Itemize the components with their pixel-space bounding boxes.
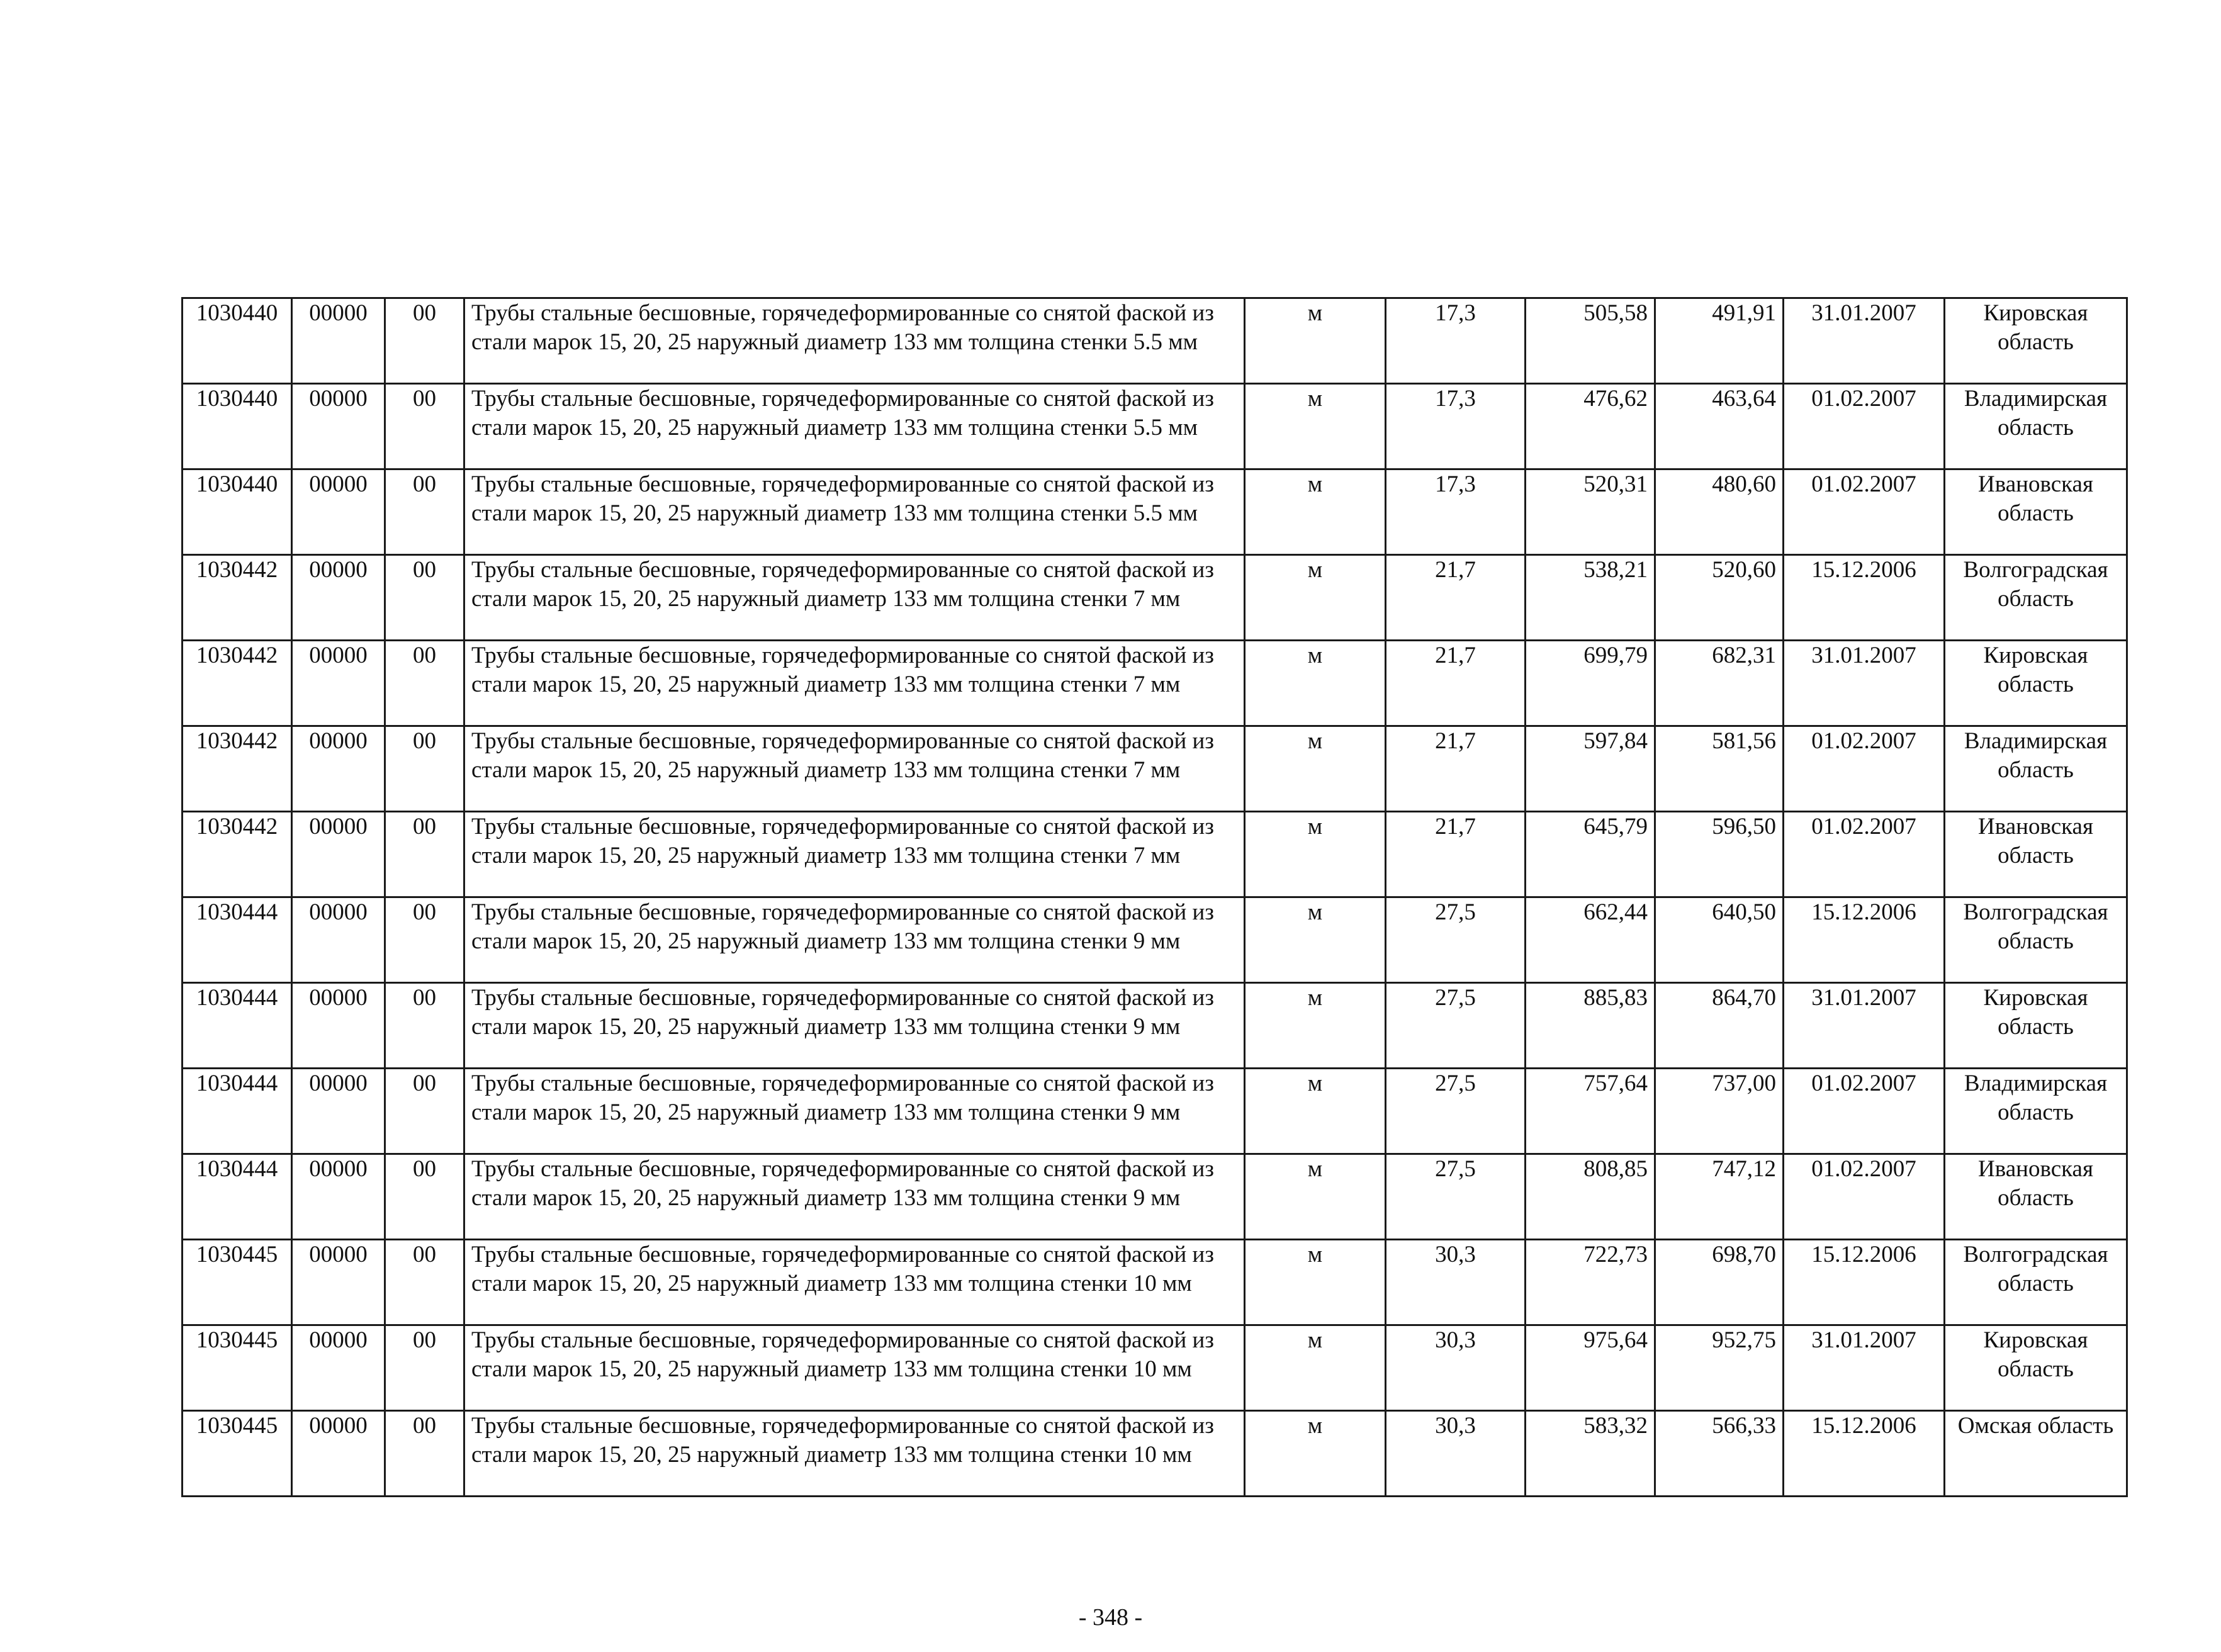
description-cell: Трубы стальные бесшовные, горячедеформированные со снятой фаской из стали марок 15, 20, 25 наружный диаметр 133 мм толщина стенки 10 мм bbox=[464, 1325, 1245, 1411]
unit-cell: м bbox=[1245, 983, 1386, 1069]
table-row bbox=[183, 469, 2127, 555]
unit-cell: м bbox=[1245, 298, 1386, 384]
weight-cell: 21,7 bbox=[1386, 812, 1526, 897]
price-1-cell: 645,79 bbox=[1526, 812, 1655, 897]
date-cell: 15.12.2006 bbox=[1784, 1240, 1945, 1325]
weight-cell: 27,5 bbox=[1386, 897, 1526, 983]
variant-cell: 00 bbox=[385, 897, 464, 983]
variant-cell: 00 bbox=[385, 726, 464, 812]
date-cell: 15.12.2006 bbox=[1784, 555, 1945, 641]
description-cell: Трубы стальные бесшовные, горячедеформированные со снятой фаской из стали марок 15, 20, 25 наружный диаметр 133 мм толщина стенки 7 мм bbox=[464, 555, 1245, 641]
table-row bbox=[183, 298, 2127, 384]
price-1-cell: 722,73 bbox=[1526, 1240, 1655, 1325]
variant-cell: 00 bbox=[385, 298, 464, 384]
price-2-cell: 640,50 bbox=[1655, 897, 1784, 983]
date-cell: 31.01.2007 bbox=[1784, 983, 1945, 1069]
table-row bbox=[183, 641, 2127, 726]
variant-cell: 00 bbox=[385, 641, 464, 726]
price-1-cell: 538,21 bbox=[1526, 555, 1655, 641]
table-row bbox=[183, 812, 2127, 897]
price-1-cell: 583,32 bbox=[1526, 1411, 1655, 1497]
unit-cell: м bbox=[1245, 1069, 1386, 1154]
date-cell: 01.02.2007 bbox=[1784, 726, 1945, 812]
description-cell: Трубы стальные бесшовные, горячедеформированные со снятой фаской из стали марок 15, 20, 25 наружный диаметр 133 мм толщина стенки 9 мм bbox=[464, 983, 1245, 1069]
table-row bbox=[183, 384, 2127, 469]
weight-cell: 17,3 bbox=[1386, 298, 1526, 384]
table-row bbox=[183, 1325, 2127, 1411]
region-cell: Владимирская область bbox=[1945, 1069, 2127, 1154]
price-2-cell: 566,33 bbox=[1655, 1411, 1784, 1497]
price-1-cell: 699,79 bbox=[1526, 641, 1655, 726]
price-2-cell: 747,12 bbox=[1655, 1154, 1784, 1240]
region-cell: Ивановская область bbox=[1945, 812, 2127, 897]
variant-cell: 00 bbox=[385, 1154, 464, 1240]
description-cell: Трубы стальные бесшовные, горячедеформированные со снятой фаской из стали марок 15, 20, 25 наружный диаметр 133 мм толщина стенки 5.5 мм bbox=[464, 384, 1245, 469]
table-row bbox=[183, 555, 2127, 641]
unit-cell: м bbox=[1245, 812, 1386, 897]
description-cell: Трубы стальные бесшовные, горячедеформированные со снятой фаской из стали марок 15, 20, 25 наружный диаметр 133 мм толщина стенки 7 мм bbox=[464, 812, 1245, 897]
date-cell: 01.02.2007 bbox=[1784, 1069, 1945, 1154]
subcode-cell: 00000 bbox=[292, 1411, 385, 1497]
unit-cell: м bbox=[1245, 897, 1386, 983]
subcode-cell: 00000 bbox=[292, 897, 385, 983]
price-2-cell: 491,91 bbox=[1655, 298, 1784, 384]
price-1-cell: 885,83 bbox=[1526, 983, 1655, 1069]
weight-cell: 21,7 bbox=[1386, 641, 1526, 726]
region-cell: Владимирская область bbox=[1945, 384, 2127, 469]
table-row bbox=[183, 1154, 2127, 1240]
resource-code-cell: 1030442 bbox=[183, 812, 292, 897]
date-cell: 31.01.2007 bbox=[1784, 641, 1945, 726]
date-cell: 01.02.2007 bbox=[1784, 812, 1945, 897]
price-1-cell: 808,85 bbox=[1526, 1154, 1655, 1240]
region-cell: Волгоградская область bbox=[1945, 1240, 2127, 1325]
table-row bbox=[183, 983, 2127, 1069]
description-cell: Трубы стальные бесшовные, горячедеформированные со снятой фаской из стали марок 15, 20, 25 наружный диаметр 133 мм толщина стенки 10 мм bbox=[464, 1240, 1245, 1325]
price-2-cell: 682,31 bbox=[1655, 641, 1784, 726]
description-cell: Трубы стальные бесшовные, горячедеформированные со снятой фаской из стали марок 15, 20, 25 наружный диаметр 133 мм толщина стенки 5.5 мм bbox=[464, 298, 1245, 384]
description-cell: Трубы стальные бесшовные, горячедеформированные со снятой фаской из стали марок 15, 20, 25 наружный диаметр 133 мм толщина стенки 9 мм bbox=[464, 1069, 1245, 1154]
price-table bbox=[181, 297, 2128, 1497]
resource-code-cell: 1030440 bbox=[183, 384, 292, 469]
price-2-cell: 520,60 bbox=[1655, 555, 1784, 641]
description-cell: Трубы стальные бесшовные, горячедеформированные со снятой фаской из стали марок 15, 20, 25 наружный диаметр 133 мм толщина стенки 5.5 мм bbox=[464, 469, 1245, 555]
unit-cell: м bbox=[1245, 726, 1386, 812]
subcode-cell: 00000 bbox=[292, 983, 385, 1069]
region-cell: Волгоградская область bbox=[1945, 555, 2127, 641]
subcode-cell: 00000 bbox=[292, 641, 385, 726]
variant-cell: 00 bbox=[385, 1325, 464, 1411]
unit-cell: м bbox=[1245, 1240, 1386, 1325]
subcode-cell: 00000 bbox=[292, 1069, 385, 1154]
subcode-cell: 00000 bbox=[292, 298, 385, 384]
description-cell: Трубы стальные бесшовные, горячедеформированные со снятой фаской из стали марок 15, 20, 25 наружный диаметр 133 мм толщина стенки 10 мм bbox=[464, 1411, 1245, 1497]
region-cell: Ивановская область bbox=[1945, 469, 2127, 555]
resource-code-cell: 1030442 bbox=[183, 555, 292, 641]
variant-cell: 00 bbox=[385, 1240, 464, 1325]
price-2-cell: 952,75 bbox=[1655, 1325, 1784, 1411]
variant-cell: 00 bbox=[385, 1411, 464, 1497]
unit-cell: м bbox=[1245, 1411, 1386, 1497]
resource-code-cell: 1030445 bbox=[183, 1411, 292, 1497]
weight-cell: 27,5 bbox=[1386, 1154, 1526, 1240]
weight-cell: 17,3 bbox=[1386, 469, 1526, 555]
price-2-cell: 596,50 bbox=[1655, 812, 1784, 897]
region-cell: Кировская область bbox=[1945, 1325, 2127, 1411]
weight-cell: 21,7 bbox=[1386, 555, 1526, 641]
region-cell: Кировская область bbox=[1945, 983, 2127, 1069]
price-1-cell: 520,31 bbox=[1526, 469, 1655, 555]
weight-cell: 30,3 bbox=[1386, 1240, 1526, 1325]
table-row bbox=[183, 1240, 2127, 1325]
region-cell: Ивановская область bbox=[1945, 1154, 2127, 1240]
price-2-cell: 737,00 bbox=[1655, 1069, 1784, 1154]
price-table-body bbox=[183, 298, 2127, 1497]
table-row bbox=[183, 726, 2127, 812]
subcode-cell: 00000 bbox=[292, 726, 385, 812]
date-cell: 01.02.2007 bbox=[1784, 1154, 1945, 1240]
date-cell: 01.02.2007 bbox=[1784, 469, 1945, 555]
date-cell: 31.01.2007 bbox=[1784, 1325, 1945, 1411]
variant-cell: 00 bbox=[385, 469, 464, 555]
description-cell: Трубы стальные бесшовные, горячедеформированные со снятой фаской из стали марок 15, 20, 25 наружный диаметр 133 мм толщина стенки 7 мм bbox=[464, 726, 1245, 812]
subcode-cell: 00000 bbox=[292, 555, 385, 641]
resource-code-cell: 1030442 bbox=[183, 726, 292, 812]
variant-cell: 00 bbox=[385, 384, 464, 469]
resource-code-cell: 1030440 bbox=[183, 298, 292, 384]
price-1-cell: 505,58 bbox=[1526, 298, 1655, 384]
price-1-cell: 757,64 bbox=[1526, 1069, 1655, 1154]
table-row bbox=[183, 897, 2127, 983]
unit-cell: м bbox=[1245, 1154, 1386, 1240]
resource-code-cell: 1030445 bbox=[183, 1325, 292, 1411]
price-1-cell: 597,84 bbox=[1526, 726, 1655, 812]
weight-cell: 27,5 bbox=[1386, 1069, 1526, 1154]
unit-cell: м bbox=[1245, 555, 1386, 641]
weight-cell: 30,3 bbox=[1386, 1411, 1526, 1497]
variant-cell: 00 bbox=[385, 555, 464, 641]
subcode-cell: 00000 bbox=[292, 1325, 385, 1411]
variant-cell: 00 bbox=[385, 812, 464, 897]
resource-code-cell: 1030444 bbox=[183, 1069, 292, 1154]
resource-code-cell: 1030444 bbox=[183, 983, 292, 1069]
description-cell: Трубы стальные бесшовные, горячедеформированные со снятой фаской из стали марок 15, 20, 25 наружный диаметр 133 мм толщина стенки 9 мм bbox=[464, 897, 1245, 983]
table-row bbox=[183, 1069, 2127, 1154]
weight-cell: 21,7 bbox=[1386, 726, 1526, 812]
price-1-cell: 476,62 bbox=[1526, 384, 1655, 469]
variant-cell: 00 bbox=[385, 983, 464, 1069]
date-cell: 01.02.2007 bbox=[1784, 384, 1945, 469]
price-2-cell: 480,60 bbox=[1655, 469, 1784, 555]
resource-code-cell: 1030444 bbox=[183, 1154, 292, 1240]
unit-cell: м bbox=[1245, 641, 1386, 726]
unit-cell: м bbox=[1245, 469, 1386, 555]
price-2-cell: 698,70 bbox=[1655, 1240, 1784, 1325]
unit-cell: м bbox=[1245, 384, 1386, 469]
description-cell: Трубы стальные бесшовные, горячедеформированные со снятой фаской из стали марок 15, 20, 25 наружный диаметр 133 мм толщина стенки 7 мм bbox=[464, 641, 1245, 726]
region-cell: Кировская область bbox=[1945, 298, 2127, 384]
region-cell: Волгоградская область bbox=[1945, 897, 2127, 983]
resource-code-cell: 1030440 bbox=[183, 469, 292, 555]
price-2-cell: 581,56 bbox=[1655, 726, 1784, 812]
price-2-cell: 864,70 bbox=[1655, 983, 1784, 1069]
subcode-cell: 00000 bbox=[292, 812, 385, 897]
region-cell: Владимирская область bbox=[1945, 726, 2127, 812]
subcode-cell: 00000 bbox=[292, 1240, 385, 1325]
subcode-cell: 00000 bbox=[292, 1154, 385, 1240]
resource-code-cell: 1030442 bbox=[183, 641, 292, 726]
price-1-cell: 975,64 bbox=[1526, 1325, 1655, 1411]
unit-cell: м bbox=[1245, 1325, 1386, 1411]
description-cell: Трубы стальные бесшовные, горячедеформированные со снятой фаской из стали марок 15, 20, 25 наружный диаметр 133 мм толщина стенки 9 мм bbox=[464, 1154, 1245, 1240]
variant-cell: 00 bbox=[385, 1069, 464, 1154]
region-cell: Кировская область bbox=[1945, 641, 2127, 726]
weight-cell: 30,3 bbox=[1386, 1325, 1526, 1411]
date-cell: 31.01.2007 bbox=[1784, 298, 1945, 384]
date-cell: 15.12.2006 bbox=[1784, 897, 1945, 983]
subcode-cell: 00000 bbox=[292, 469, 385, 555]
price-1-cell: 662,44 bbox=[1526, 897, 1655, 983]
price-2-cell: 463,64 bbox=[1655, 384, 1784, 469]
subcode-cell: 00000 bbox=[292, 384, 385, 469]
weight-cell: 17,3 bbox=[1386, 384, 1526, 469]
table-row bbox=[183, 1411, 2127, 1497]
resource-code-cell: 1030444 bbox=[183, 897, 292, 983]
resource-code-cell: 1030445 bbox=[183, 1240, 292, 1325]
date-cell: 15.12.2006 bbox=[1784, 1411, 1945, 1497]
weight-cell: 27,5 bbox=[1386, 983, 1526, 1069]
page-number: - 348 - bbox=[1078, 1604, 1143, 1631]
region-cell: Омская область bbox=[1945, 1411, 2127, 1497]
